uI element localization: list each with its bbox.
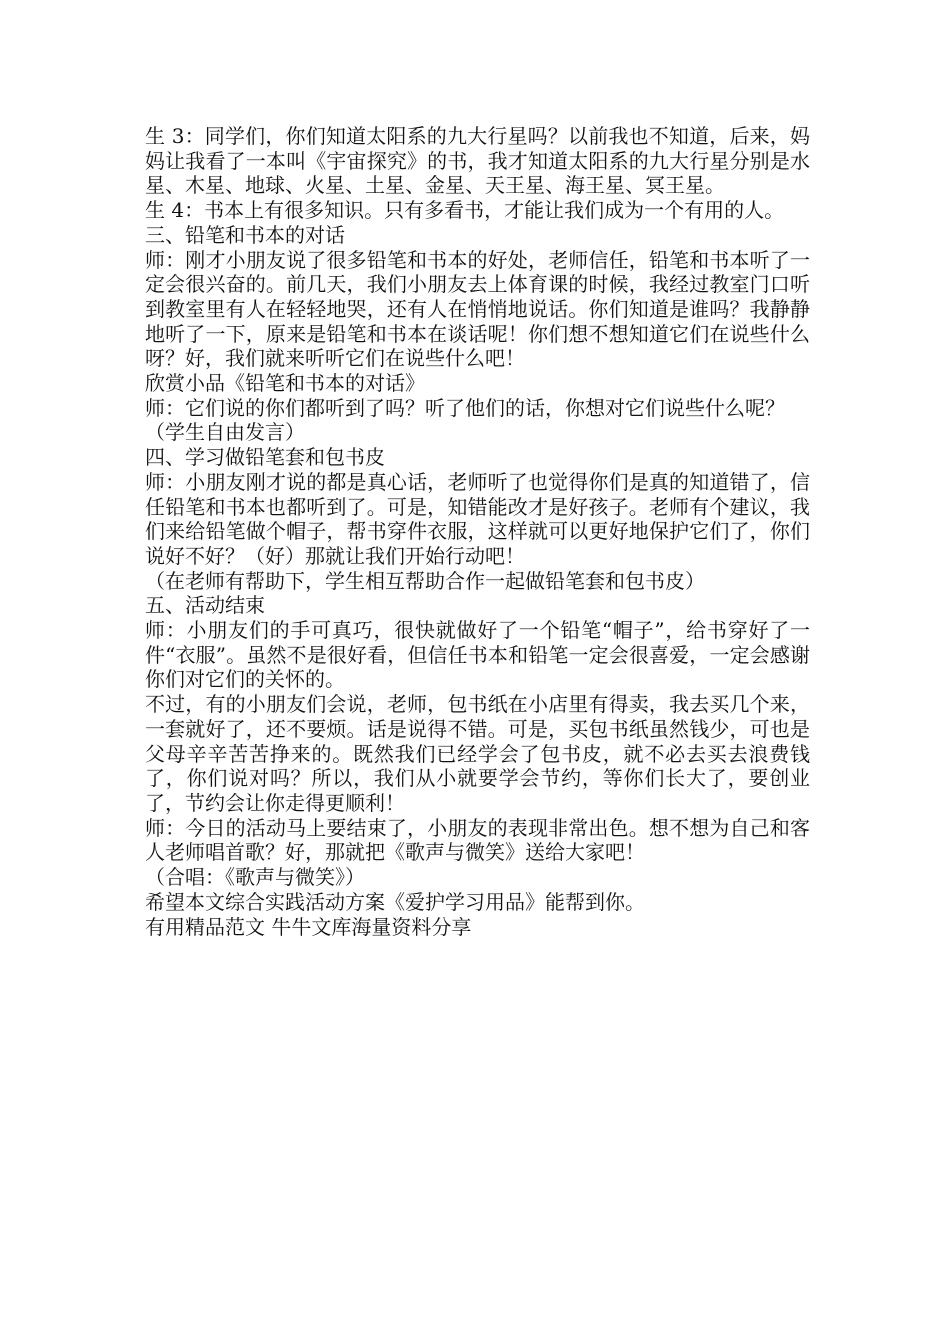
paragraph-teacher-3: 师：小朋友刚才说的都是真心话，老师听了也觉得你们是真的知道错了，信任铅笔和书本也都听到了。可是，知错能改才是好孩子。老师有个建议，我们来给铅笔做个帽子，帮书穿件衣服，这样就可以更好地保护它们了，你们说好不好？（好）那就让我们开始行动吧！: [145, 469, 810, 568]
paragraph-footer: 有用精品范文 牛牛文库海量资料分享: [145, 914, 472, 939]
document-body: [145, 124, 810, 939]
paragraph-student3: 生 3：同学们，你们知道太阳系的九大行星吗？以前我也不知道，后来，妈妈让我看了一本叫《宇宙探究》的书，我才知道太阳系的九大行星分别是水星、木星、地球、火星、土星、金星、天王星、海王星、冥王星。: [145, 124, 810, 198]
paragraph-teacher-1: 师：刚才小朋友说了很多铅笔和书本的好处，老师信任，铅笔和书本听了一定会很兴奋的。前几天，我们小朋友去上体育课的时候，我经过教室门口听到教室里有人在轻轻地哭，还有人在悄悄地说话。你们知道是谁吗？我静静地听了一下，原来是铅笔和书本在谈话呢！你们想不想知道它们在说些什么呀？好，我们就来听听它们在说些什么吧！: [145, 247, 810, 371]
paragraph-teacher-4: 师：小朋友们的手可真巧，很快就做好了一个铅笔“帽子”，给书穿好了一件“衣服”。虽然不是很好看，但信任书本和铅笔一定会很喜爱，一定会感谢你们对它们的关怀的。: [145, 618, 810, 692]
section-heading-4: 四、学习做铅笔套和包书皮: [145, 445, 385, 470]
paragraph-student4: 生 4：书本上有很多知识。只有多看书，才能让我们成为一个有用的人。: [145, 198, 785, 223]
paragraph-free-speech: （学生自由发言）: [145, 420, 305, 445]
paragraph-skit: 欣赏小品《铅笔和书本的对话》: [145, 371, 425, 396]
paragraph-saving: 不过，有的小朋友们会说，老师，包书纸在小店里有得卖，我去买几个来，一套就好了，还不要烦。话是说得不错。可是，买包书纸虽然钱少，可也是父母辛辛苦苦挣来的。既然我们已经学会了包书皮，就不必去买去浪费钱了，你们说对吗？所以，我们从小就要学会节约，等你们长大了，要创业了，节约会让你走得更顺利！: [145, 692, 810, 815]
paragraph-closing: 希望本文综合实践活动方案《爱护学习用品》能帮到你。: [145, 889, 645, 914]
paragraph-chorus: （合唱：《歌声与微笑》）: [145, 865, 365, 890]
paragraph-activity-note: （在老师有帮助下，学生相互帮助合作一起做铅笔套和包书皮）: [145, 568, 705, 593]
paragraph-teacher-2: 师：它们说的你们都听到了吗？听了他们的话，你想对它们说些什么呢？: [145, 395, 785, 420]
section-heading-3: 三、铅笔和书本的对话: [145, 222, 345, 247]
section-heading-5: 五、活动结束: [145, 593, 265, 618]
paragraph-teacher-5: 师：今日的活动马上要结束了，小朋友的表现非常出色。想不想为自己和客人老师唱首歌？好，那就把《歌声与微笑》送给大家吧！: [145, 815, 810, 865]
